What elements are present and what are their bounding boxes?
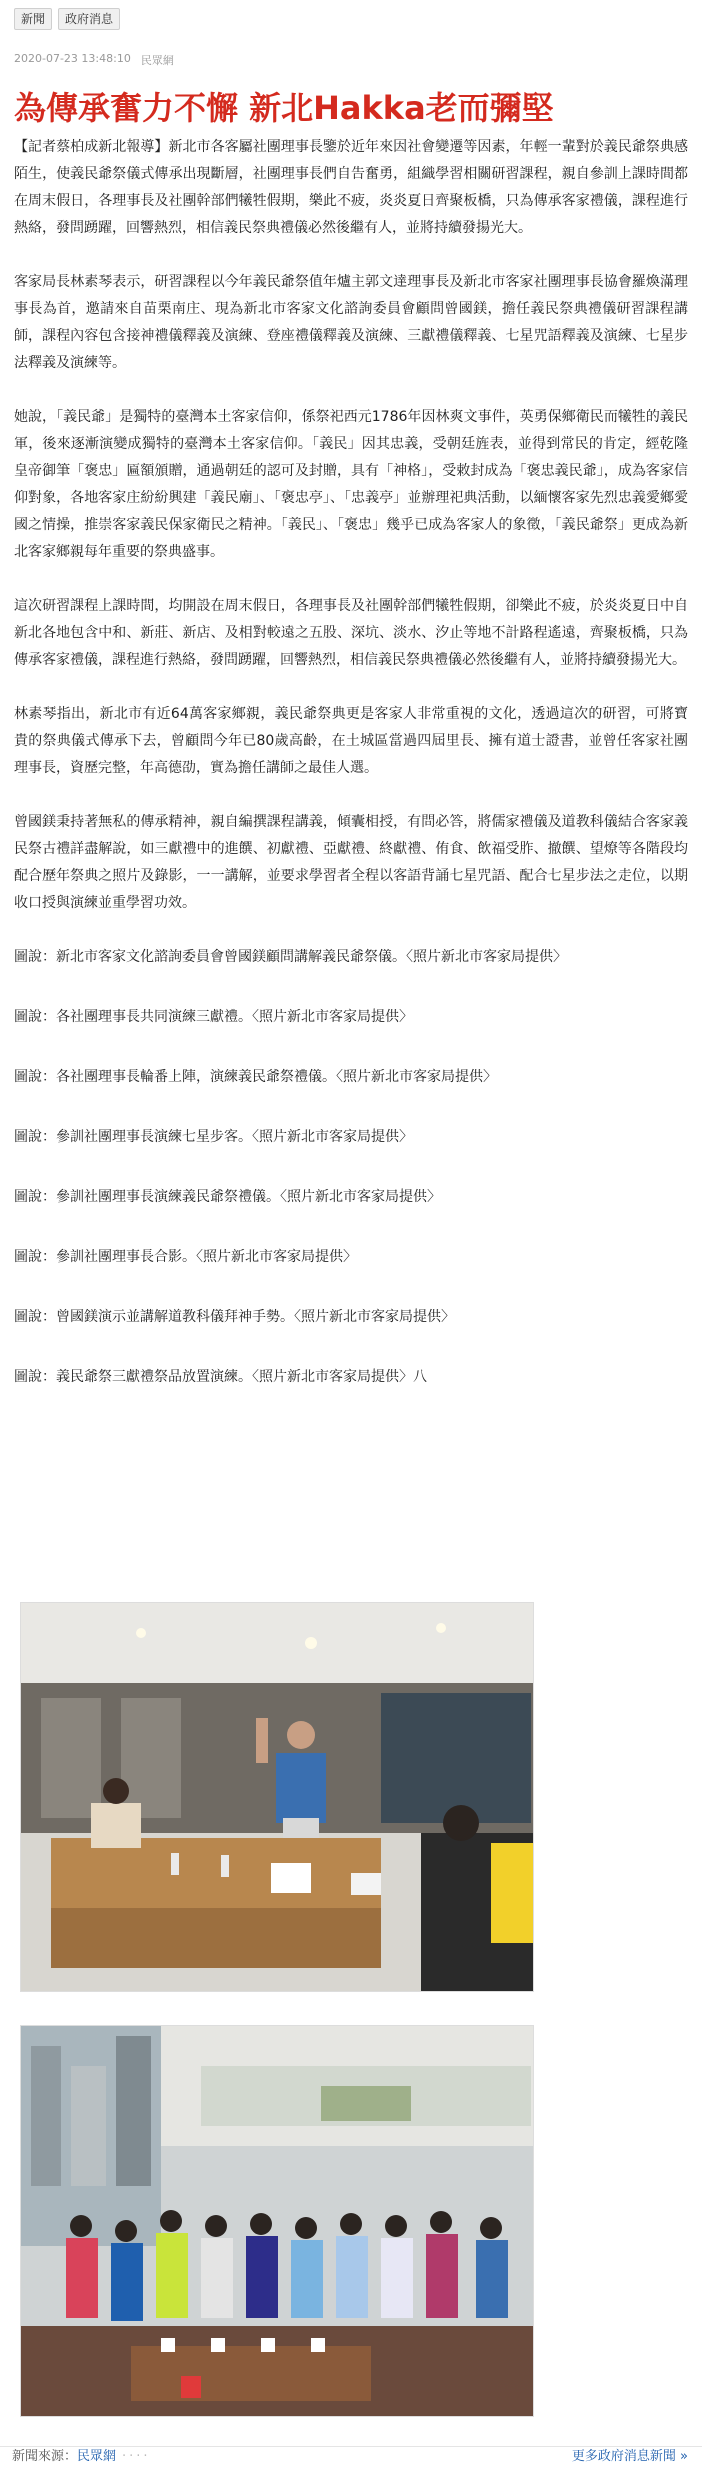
photo-caption: 圖說：各社團理事長輪番上陣，演練義民爺祭禮儀。〈照片新北市客家局提供〉: [14, 1069, 497, 1085]
news-source: [12, 2447, 151, 2467]
article-photo-group: [20, 2025, 534, 2417]
article-paragraph: 客家局長林素琴表示，研習課程以今年義民爺祭值年爐主郭文達理事長及新北市客家社團理事長協會羅煥滿理事長為首，邀請來自苗栗南庄、現為新北市客家文化諮詢委員會顧問曾國鎂，擔任義民祭典禮儀研習課程講師，課程內容包含接神禮儀釋義及演練、登座禮儀釋義及演練、三獻禮儀釋義、七星咒語釋義及演練、七星步法釋義及演練等。: [14, 274, 688, 371]
more-government-news-link[interactable]: 更多政府消息新聞 »: [571, 2449, 688, 2464]
article-paragraph: 曾國鎂秉持著無私的傳承精神，親自編撰課程講義，傾囊相授，有問必答，將儒家禮儀及道教科儀結合客家義民祭古禮詳盡解說，如三獻禮中的進饌、初獻禮、亞獻禮、終獻禮、侑食、飲福受胙、撤饌、望燎等各階段均配合歷年祭典之照片及錄影，一一講解，並要求學習者全程以客語背誦七星咒語、配合七星步法之走位，以期收口授與演練並重學習功效。: [14, 814, 688, 911]
article-footer: [0, 2446, 702, 2467]
article-title: 為傳承奮力不懈 新北Hakka老而彌堅: [14, 89, 554, 127]
photo-caption: 圖說：參訓社團理事長演練義民爺祭禮儀。〈照片新北市客家局提供〉: [14, 1189, 441, 1205]
article-paragraph: 【記者蔡柏成新北報導】新北市各客屬社團理事長鑒於近年來因社會變遷等因素，年輕一輩對於義民爺祭典感陌生，使義民爺祭儀式傳承出現斷層，社團理事長們自告奮勇，組織學習相關研習課程，親自參訓上課時間都在周末假日，各理事長及社團幹部們犧牲假期，樂此不疲，炎炎夏日齊聚板橋，只為傳承客家禮儀，課程進行熱絡，發問踴躍，回響熱烈，相信義民祭典禮儀必然後繼有人，並將持續發揚光大。: [14, 139, 688, 236]
article-paragraph: 林素琴指出，新北市有近64萬客家鄉親，義民爺祭典更是客家人非常重視的文化，透過這次的研習，可將寶貴的祭典儀式傳承下去，曾顧問今年已80歲高齡，在土城區當過四屆里長、擁有道士證書，並曾任客家社團理事長，資歷完整，年高德劭，實為擔任講師之最佳人選。: [14, 706, 688, 776]
article-source-tag: 民眾網: [140, 54, 174, 67]
photo-caption: 圖說：各社團理事長共同演練三獻禮。〈照片新北市客家局提供〉: [14, 1009, 413, 1025]
article-photo-lecture: [20, 1602, 534, 1992]
news-source-link[interactable]: 民眾網: [77, 2449, 117, 2464]
article-meta: [14, 52, 174, 68]
photo-caption: 圖說：參訓社團理事長演練七星步客。〈照片新北市客家局提供〉: [14, 1129, 413, 1145]
photo-caption: 圖說：參訓社團理事長合影。〈照片新北市客家局提供〉: [14, 1249, 357, 1265]
breadcrumb-government-news[interactable]: 政府消息: [58, 8, 120, 30]
article-paragraph: 這次研習課程上課時間，均開設在周末假日，各理事長及社團幹部們犧牲假期，卻樂此不疲，於炎炎夏日中自新北各地包含中和、新莊、新店、及相對較遠之五股、深坑、淡水、汐止等地不計路程遙遠，齊聚板橋，只為傳承客家禮儀，課程進行熱絡，發問踴躍，回響熱烈，相信義民祭典禮儀必然後繼有人，並將持續發揚光大。: [14, 598, 688, 668]
article-body: [14, 134, 688, 1424]
article-date: 2020-07-23 13:48:10: [14, 52, 131, 65]
article-paragraph: 她說，「義民爺」是獨特的臺灣本土客家信仰，係祭祀西元1786年因林爽文事件，英勇保鄉衛民而犧牲的義民軍，後來逐漸演變成獨特的臺灣本土客家信仰。「義民」因其忠義，受朝廷旌表，並得到常民的肯定，經乾隆皇帝御筆「褒忠」匾額頒贈，通過朝廷的認可及封贈，具有「神格」，受敕封成為「褒忠義民爺」，成為客家信仰對象，各地客家庄紛紛興建「義民廟」、「褒忠亭」、「忠義亭」並辦理祀典活動，以緬懷客家先烈忠義愛鄉愛國之情操，推崇客家義民保家衛民之精神。「義民」、「褒忠」幾乎已成為客家人的象徵，「義民爺祭」更成為新北客家鄉親每年重要的祭典盛事。: [14, 409, 688, 560]
photo-caption: 圖說：曾國鎂演示並講解道教科儀拜神手勢。〈照片新北市客家局提供〉: [14, 1309, 455, 1325]
photo-caption: 圖說：新北市客家文化諮詢委員會曾國鎂顧問講解義民爺祭儀。〈照片新北市客家局提供〉: [14, 949, 567, 965]
breadcrumb-news[interactable]: 新聞: [14, 8, 52, 30]
news-source-label: 新聞來源：: [12, 2449, 78, 2464]
divider-dots: ····: [122, 2449, 151, 2464]
photo-caption: 圖說：義民爺祭三獻禮祭品放置演練。〈照片新北市客家局提供〉八: [14, 1369, 427, 1385]
breadcrumb: [14, 8, 120, 30]
